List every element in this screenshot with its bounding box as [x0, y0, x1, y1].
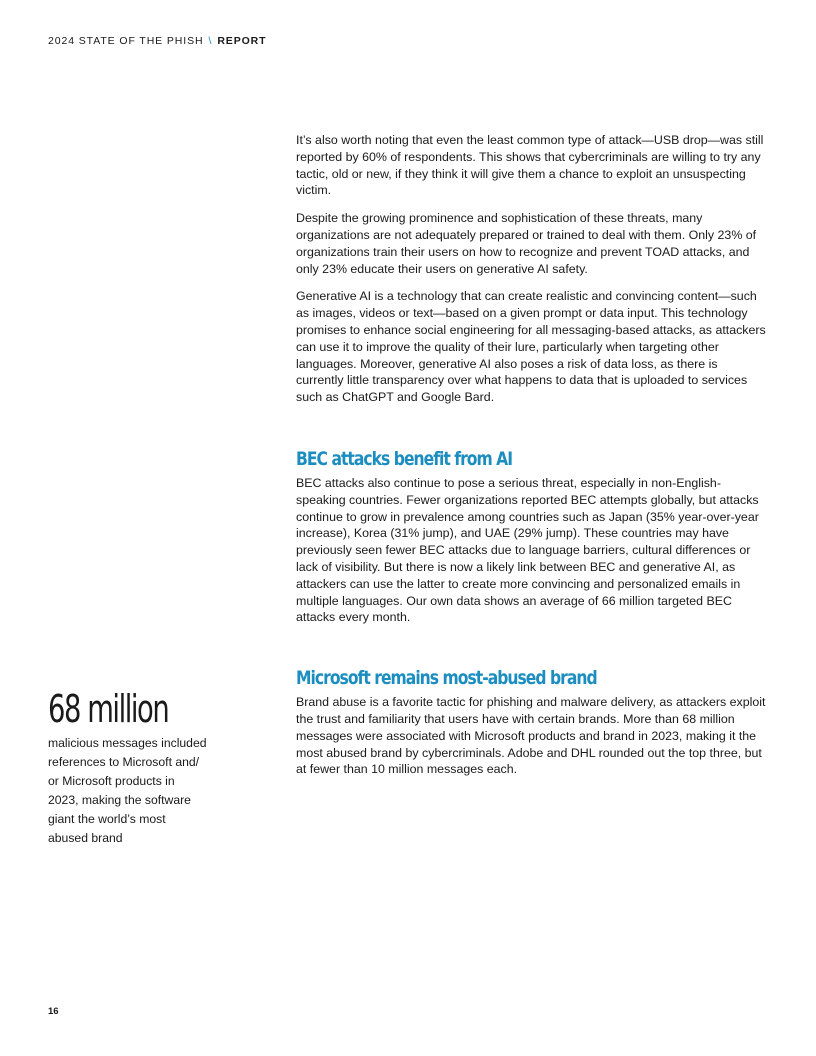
report-section-label: REPORT	[217, 35, 267, 47]
header-separator: \	[208, 35, 213, 47]
intro-paragraph-preparedness: Despite the growing prominence and sophistication of these threats, many organizations are not adequately prepared or trained to deal with them. Only 23% of organizations train their users on how to recognize and prevent TOAD attacks, and only 23% educate their users on generative AI safety.	[296, 211, 757, 276]
main-column	[296, 132, 768, 789]
report-title: 2024 STATE OF THE PHISH	[48, 35, 204, 47]
report-header	[48, 35, 266, 47]
intro-paragraph-usb: It’s also worth noting that even the least common type of attack—USB drop—was still reported by 60% of respondents. This shows that cybercriminals are willing to try any tactic, old or new, if they think it will give them a chance to exploit an unsuspecting victim.	[296, 133, 764, 198]
stat-callout	[48, 686, 228, 848]
page-number: 16	[48, 1006, 59, 1017]
stat-value: 68 million	[48, 687, 169, 731]
section-body-bec: BEC attacks also continue to pose a serious threat, especially in non-English-speaking countries. Fewer organizations reported BEC attempts globally, but attacks continue to grow in prevalence among countries such as Japan (35% year-over-year increase), Korea (31% jump), and UAE (29% jump). These countries may have previously seen fewer BEC attacks due to language barriers, cultural differences or lack of visibility. But there is now a likely link between BEC and generative AI, as attackers can use the latter to create more convincing and personalized emails in multiple languages. Our own data shows an average of 66 million targeted BEC attacks every month.	[296, 475, 759, 625]
intro-paragraph-generative-ai: Generative AI is a technology that can create realistic and convincing content—such as images, videos or text—based on a given prompt or data input. This technology promises to enhance social engineering for all messaging-based attacks, as attackers can use it to improve the quality of their lure, particularly when targeting other languages. Moreover, generative AI also poses a risk of data loss, as there is currently little transparency over what happens to data that is uploaded to services such as ChatGPT and Google Bard.	[296, 289, 766, 405]
stat-caption: malicious messages included references to Microsoft and/ or Microsoft products in 2023, making the software giant the world’s most abused brand	[48, 736, 207, 845]
section-heading-microsoft: Microsoft remains most-abused brand	[296, 667, 597, 690]
section-heading-bec: BEC attacks benefit from AI	[296, 447, 513, 470]
section-body-microsoft: Brand abuse is a favorite tactic for phishing and malware delivery, as attackers exploit the trust and familiarity that users have with certain brands. More than 68 million messages were associated with Microsoft products and brand in 2023, making it the most abused brand by cybercriminals. Adobe and DHL rounded out the top three, but at fewer than 10 million messages each.	[296, 695, 766, 777]
